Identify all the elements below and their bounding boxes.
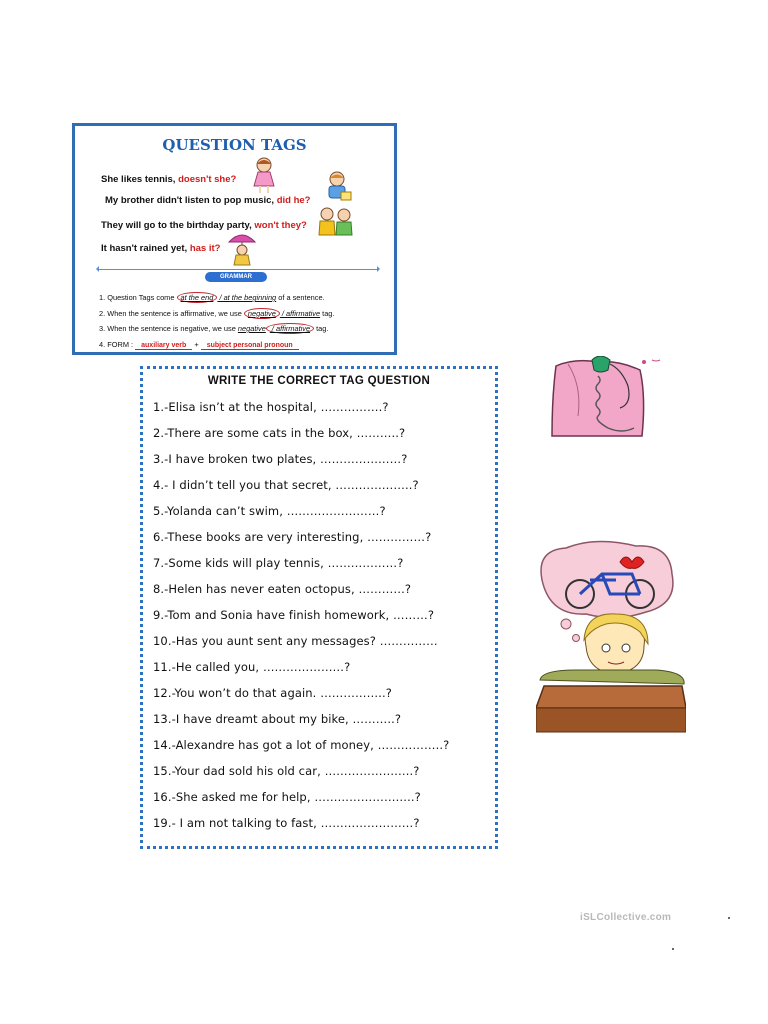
list-item: 13.-I have dreamt about my bike, ………..? (153, 712, 402, 726)
kids-party-illustration (317, 206, 355, 240)
card-title: QUESTION TAGS (162, 136, 307, 154)
exercise-box (140, 366, 498, 849)
list-item: 4.- I didn’t tell you that secret, ………………..? (153, 478, 419, 492)
form-blank-1: auxiliary verb (135, 342, 192, 350)
example-2: My brother didn't listen to pop music, did he? (105, 195, 311, 206)
rule-2: 2. When the sentence is affirmative, we use negative / affirmative tag. (99, 308, 335, 318)
boy-dreaming-bike-illustration (536, 540, 686, 740)
grammar-card (72, 123, 397, 355)
rule-4: 4. FORM : auxiliary verb + subject personal pronoun (99, 337, 334, 354)
list-item: 7.-Some kids will play tennis, ………………? (153, 556, 404, 570)
list-item: 5.-Yolanda can’t swim, ……………………? (153, 504, 386, 518)
list-item: 10.-Has you aunt sent any messages? …………… (153, 634, 438, 648)
list-item: 14.-Alexandre has got a lot of money, ……………..? (153, 738, 450, 752)
exercise-title: WRITE THE CORRECT TAG QUESTION (207, 375, 431, 387)
watermark: iSLCollective.com (580, 912, 672, 923)
list-item: 6.-These books are very interesting, ……………? (153, 530, 432, 544)
list-item: 16.-She asked me for help, ……………………..? (153, 790, 421, 804)
dot-mark (728, 917, 730, 919)
boy-music-illustration (323, 170, 353, 204)
example-4: It hasn't rained yet, has it? (101, 243, 221, 254)
dot-mark (672, 948, 674, 950)
rule-3: 3. When the sentence is negative, we use negative / affirmative tag. (99, 324, 329, 333)
form-blank-2: subject personal pronoun (201, 342, 299, 350)
girl-phone-illustration (548, 356, 690, 438)
list-item: 3.-I have broken two plates, …………………? (153, 452, 408, 466)
rule-1: 1. Question Tags come at the end / at the beginning of a sentence. (99, 293, 325, 302)
list-item: 12.-You won’t do that again. ……………..? (153, 686, 392, 700)
list-item: 11.-He called you, …………………? (153, 660, 351, 674)
list-item: 9.-Tom and Sonia have finish homework, ………? (153, 608, 435, 622)
girl-tennis-illustration (250, 156, 278, 194)
card-divider (97, 269, 379, 270)
list-item: 15.-Your dad sold his old car, …………………..? (153, 764, 420, 778)
list-item: 1.-Elisa isn’t at the hospital, …………….? (153, 400, 389, 414)
list-item: 8.-Helen has never eaten octopus, …………? (153, 582, 412, 596)
list-item: 19.- I am not talking to fast, ……………………? (153, 816, 420, 830)
grammar-rules (99, 290, 334, 353)
example-1: She likes tennis, doesn't she? (101, 174, 237, 185)
list-item: 2.-There are some cats in the box, ………..? (153, 426, 406, 440)
grammar-badge: GRAMMAR (205, 272, 267, 282)
girl-umbrella-illustration (227, 230, 257, 266)
example-3: They will go to the birthday party, won't they? (101, 220, 307, 231)
